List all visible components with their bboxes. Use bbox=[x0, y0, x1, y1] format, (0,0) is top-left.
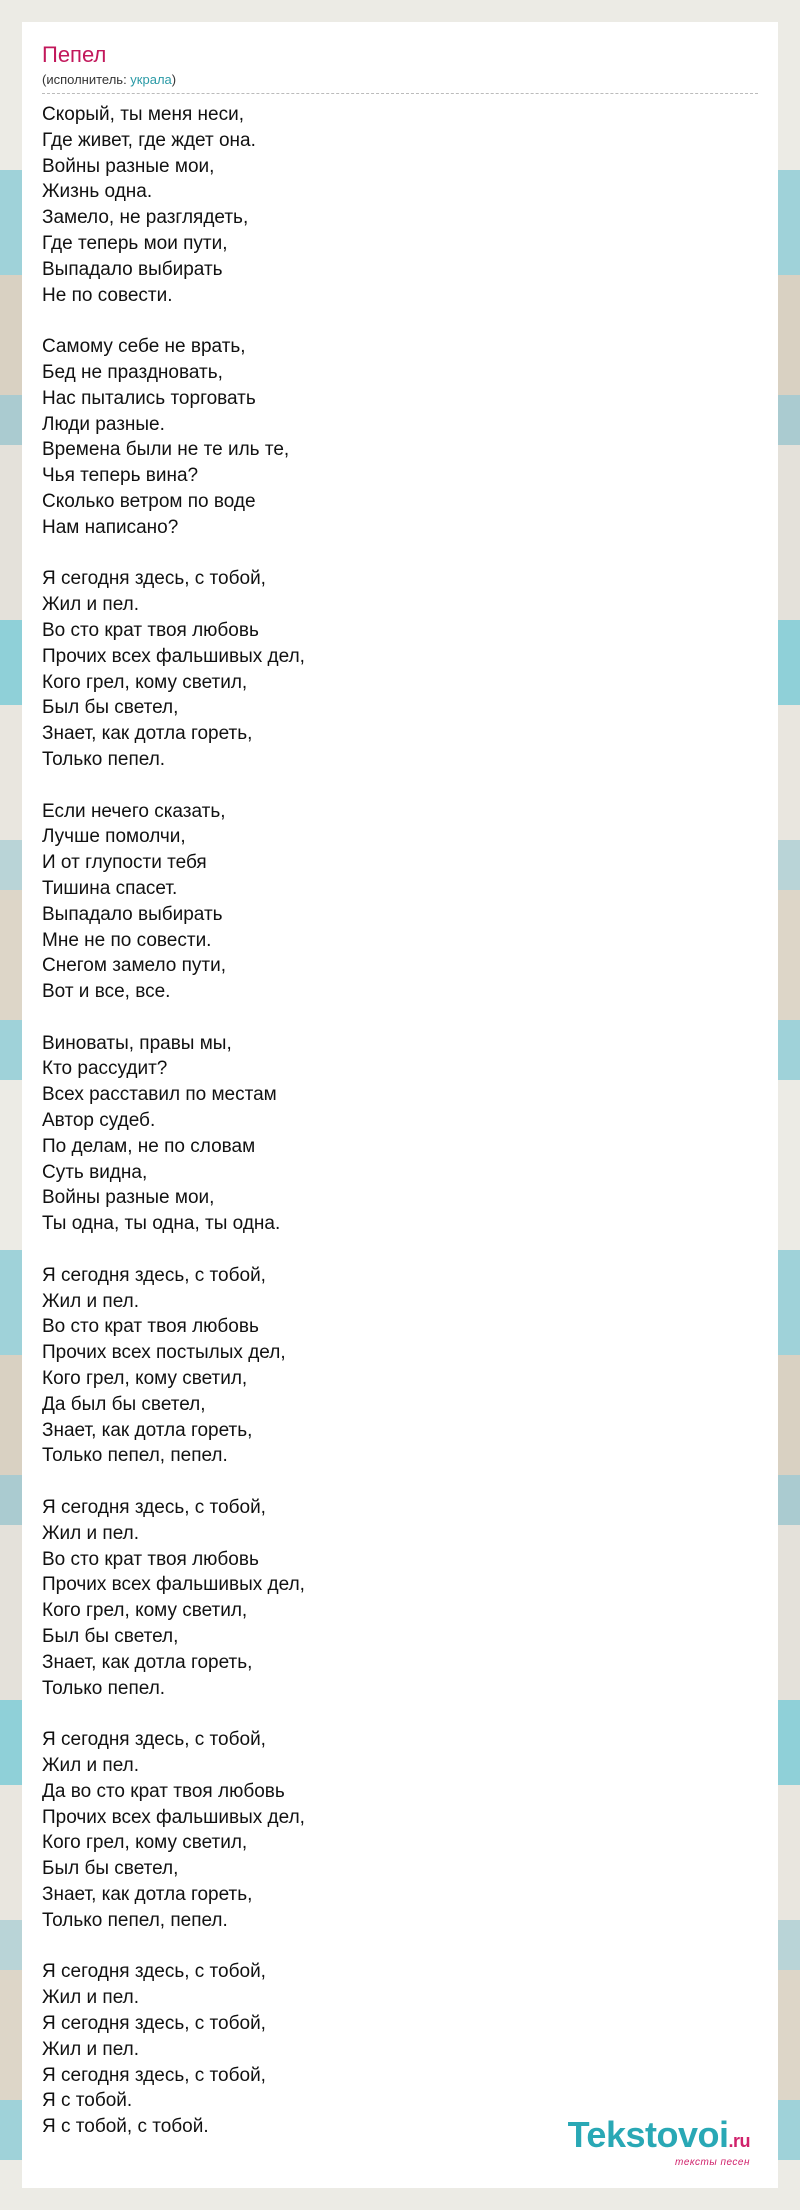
lyric-line: Я сегодня здесь, с тобой, bbox=[42, 1961, 266, 1983]
lyric-line: Жил и пел. bbox=[42, 2038, 140, 2060]
lyric-line: Кто рассудит? bbox=[42, 1058, 168, 1080]
lyric-line: По делам, не по словам bbox=[42, 1135, 256, 1157]
performer-line bbox=[42, 72, 758, 94]
lyric-line: Вот и все, все. bbox=[42, 981, 171, 1003]
lyric-line: Да был бы светел, bbox=[42, 1393, 206, 1415]
stanza bbox=[42, 1727, 758, 1933]
lyric-line: Люди разные. bbox=[42, 413, 165, 435]
performer-link[interactable]: украла bbox=[130, 72, 172, 87]
logo-wordmark bbox=[567, 2114, 750, 2159]
lyric-line: Прочих всех фальшивых дел, bbox=[42, 1574, 305, 1596]
lyric-line: Был бы светел, bbox=[42, 697, 179, 719]
lyric-line: Кого грел, кому светил, bbox=[42, 1368, 248, 1390]
logo-domain: .ru bbox=[728, 2131, 750, 2151]
lyric-line: Был бы светел, bbox=[42, 1626, 179, 1648]
lyric-line: Во сто крат твоя любовь bbox=[42, 1316, 259, 1338]
lyric-line: Прочих всех постылых дел, bbox=[42, 1342, 286, 1364]
lyric-line: Я сегодня здесь, с тобой, bbox=[42, 1497, 266, 1519]
lyric-line: Времена были не те иль те, bbox=[42, 439, 290, 461]
stanza bbox=[42, 102, 758, 308]
stanza bbox=[42, 334, 758, 540]
lyric-line: Самому себе не врать, bbox=[42, 336, 246, 358]
lyric-line: Мне не по совести. bbox=[42, 929, 212, 951]
lyric-line: Я сегодня здесь, с тобой, bbox=[42, 568, 266, 590]
lyric-line: Если нечего сказать, bbox=[42, 800, 226, 822]
lyric-line: Замело, не разглядеть, bbox=[42, 207, 249, 229]
logo-name: Tekstovoi bbox=[567, 2114, 729, 2155]
lyric-line: Жил и пел. bbox=[42, 594, 140, 616]
lyric-line: Знает, как дотла гореть, bbox=[42, 1651, 253, 1673]
lyric-line: Снегом замело пути, bbox=[42, 955, 227, 977]
lyric-line: Во сто крат твоя любовь bbox=[42, 1548, 259, 1570]
lyric-line: Жизнь одна. bbox=[42, 181, 153, 203]
logo-tagline: тексты песен bbox=[675, 2157, 750, 2168]
lyric-line: Жил и пел. bbox=[42, 1522, 140, 1544]
lyric-line: Суть видна, bbox=[42, 1161, 148, 1183]
lyric-line: Где живет, где ждет она. bbox=[42, 129, 256, 151]
lyric-line: Жил и пел. bbox=[42, 1290, 140, 1312]
lyrics-card bbox=[22, 22, 778, 2188]
lyric-line: Жил и пел. bbox=[42, 1755, 140, 1776]
site-logo[interactable] bbox=[567, 2114, 750, 2168]
lyric-line: Войны разные мои, bbox=[42, 1187, 215, 1209]
stanza bbox=[42, 1031, 758, 1237]
lyric-line: Знает, как дотла гореть, bbox=[42, 1883, 253, 1905]
lyric-line: Сколько ветром по воде bbox=[42, 490, 256, 512]
song-title: Пепел bbox=[42, 42, 107, 67]
lyric-line: Был бы светел, bbox=[42, 1858, 179, 1880]
lyric-line: Скорый, ты меня неси, bbox=[42, 104, 244, 125]
lyric-line: Где теперь мои пути, bbox=[42, 232, 228, 254]
lyric-line: Я сегодня здесь, с тобой, bbox=[42, 2064, 266, 2086]
lyric-line: Только пепел, пепел. bbox=[42, 1445, 228, 1467]
lyric-line: Войны разные мои, bbox=[42, 155, 215, 177]
lyric-line: Выпадало выбирать bbox=[42, 903, 223, 925]
lyric-line: Выпадало выбирать bbox=[42, 258, 223, 280]
stanza bbox=[42, 1959, 758, 2140]
lyric-line: Знает, как дотла гореть, bbox=[42, 723, 253, 745]
lyric-line: Всех расставил по местам bbox=[42, 1084, 277, 1106]
lyric-line: Виноваты, правы мы, bbox=[42, 1032, 232, 1054]
lyric-line: Тишина спасет. bbox=[42, 877, 178, 899]
lyric-line: Я сегодня здесь, с тобой, bbox=[42, 1729, 266, 1751]
lyric-line: И от глупости тебя bbox=[42, 852, 207, 874]
stanza bbox=[42, 566, 758, 772]
lyric-line: Нас пытались торговать bbox=[42, 387, 256, 409]
stanza bbox=[42, 1495, 758, 1701]
lyric-line: Я сегодня здесь, с тобой, bbox=[42, 1264, 266, 1286]
lyrics-text bbox=[42, 102, 758, 2140]
performer-suffix: ) bbox=[171, 72, 177, 87]
lyric-line: Автор судеб. bbox=[42, 1110, 156, 1132]
lyric-line: Я сегодня здесь, с тобой, bbox=[42, 2012, 266, 2034]
lyric-line: Жил и пел. bbox=[42, 1987, 140, 2009]
lyric-line: Только пепел. bbox=[42, 748, 166, 770]
lyric-line: Во сто крат твоя любовь bbox=[42, 619, 259, 641]
lyric-line: Я с тобой. bbox=[42, 2090, 133, 2112]
lyric-line: Да во сто крат твоя любовь bbox=[42, 1780, 285, 1802]
lyric-line: Знает, как дотла гореть, bbox=[42, 1419, 253, 1441]
performer-prefix: (исполнитель: bbox=[42, 72, 131, 87]
lyric-line: Только пепел. bbox=[42, 1677, 166, 1699]
lyric-line: Чья теперь вина? bbox=[42, 465, 199, 487]
stanza bbox=[42, 1263, 758, 1469]
lyric-line: Кого грел, кому светил, bbox=[42, 1600, 248, 1622]
lyric-line: Я с тобой, с тобой. bbox=[42, 2116, 209, 2138]
stanza bbox=[42, 799, 758, 1005]
lyric-line: Кого грел, кому светил, bbox=[42, 671, 248, 693]
lyric-line: Нам написано? bbox=[42, 516, 179, 538]
lyric-line: Прочих всех фальшивых дел, bbox=[42, 645, 305, 667]
lyric-line: Ты одна, ты одна, ты одна. bbox=[42, 1213, 281, 1235]
lyric-line: Не по совести. bbox=[42, 284, 173, 306]
lyric-line: Прочих всех фальшивых дел, bbox=[42, 1806, 305, 1828]
lyric-line: Бед не праздновать, bbox=[42, 361, 223, 383]
lyric-line: Кого грел, кому светил, bbox=[42, 1832, 248, 1854]
lyric-line: Только пепел, пепел. bbox=[42, 1909, 228, 1931]
lyric-line: Лучше помолчи, bbox=[42, 826, 186, 848]
